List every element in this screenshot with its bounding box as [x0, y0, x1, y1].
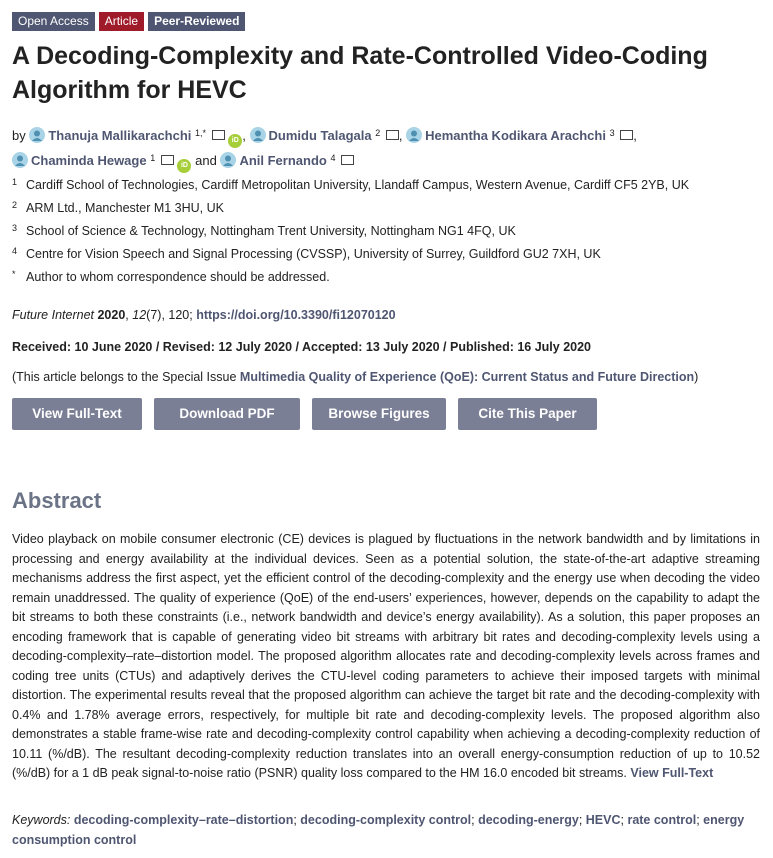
- affiliation-number: 4: [12, 246, 18, 256]
- keyword-link[interactable]: decoding-energy: [478, 813, 579, 827]
- author-affil-sup: 1,*: [195, 128, 207, 138]
- author-item: [12, 153, 195, 168]
- special-issue-prefix: (This article belongs to the Special Issue: [12, 370, 240, 384]
- badge-row: [12, 12, 245, 31]
- affiliation-number: *: [12, 269, 16, 279]
- user-icon: [29, 127, 45, 143]
- affiliation-item: [12, 176, 689, 199]
- action-buttons: [12, 398, 597, 430]
- abstract-body: [12, 530, 760, 784]
- special-issue-suffix: ): [694, 370, 699, 384]
- affiliation-text: Author to whom correspondence should be addressed.: [26, 270, 330, 284]
- publication-dates: Received: 10 June 2020 / Revised: 12 July 2020 / Accepted: 13 July 2020 / Published: 16 July 2020: [12, 340, 592, 354]
- user-icon: [250, 127, 266, 143]
- browse-figures-button[interactable]: Browse Figures: [312, 398, 446, 430]
- affiliation-list: [12, 176, 689, 291]
- author-affil-sup: 2: [375, 128, 381, 138]
- author-name[interactable]: Thanuja Mallikarachchi: [48, 128, 192, 143]
- author-affil-sup: 3: [609, 128, 615, 138]
- author-affil-sup: 1: [150, 153, 156, 163]
- view-full-text-button[interactable]: View Full-Text: [12, 398, 142, 430]
- user-icon: [12, 152, 28, 168]
- citation-volume: 12: [132, 308, 147, 322]
- author-item: [220, 153, 354, 168]
- citation-issue: (7): [146, 308, 162, 322]
- author-name[interactable]: Dumidu Talagala: [268, 128, 372, 143]
- author-name[interactable]: Chaminda Hewage: [31, 153, 147, 168]
- user-icon: [220, 152, 236, 168]
- orcid-icon[interactable]: iD: [228, 134, 242, 148]
- affiliation-number: 1: [12, 177, 18, 187]
- affiliation-text: ARM Ltd., Manchester M1 3HU, UK: [26, 201, 224, 215]
- email-icon[interactable]: [161, 155, 174, 165]
- affiliation-number: 3: [12, 223, 18, 233]
- email-icon[interactable]: [620, 130, 633, 140]
- author-name[interactable]: Hemantha Kodikara Arachchi: [425, 128, 606, 143]
- author-item: Dumidu Talagala $^2$ ,: [250, 128, 407, 143]
- and-label: and: [195, 153, 217, 168]
- keyword-link[interactable]: decoding-complexity–rate–distortion: [73, 813, 294, 827]
- keyword-link[interactable]: rate control: [627, 813, 697, 827]
- affiliation-text: Centre for Vision Speech and Signal Processing (CVSSP), University of Surrey, Guildford GU2 7XH, UK: [26, 247, 601, 261]
- author-list: [12, 123, 767, 173]
- user-icon: [406, 127, 422, 143]
- cite-this-paper-button[interactable]: Cite This Paper: [458, 398, 597, 430]
- author-affil-sup: 4: [330, 153, 336, 163]
- email-icon[interactable]: [341, 155, 354, 165]
- article-type-badge: Article: [99, 12, 144, 31]
- doi-link[interactable]: https://doi.org/10.3390/fi12070120: [196, 308, 396, 322]
- affiliation-item: [12, 199, 689, 222]
- affiliation-number: 2: [12, 200, 18, 210]
- abstract-text: Video playback on mobile consumer electronic (CE) devices is plagued by fluctuations in the network bandwidth and by limitations in processing and energy availability at the individual devices. Seen as a potential solution, the state-of-the-art adaptive streaming mechanisms address the first aspect, yet the efficient control of the decoding-complexity and the energy use when decoding the video remain unaddressed. The quality of experience (QoE) of the end-users’ experiences, however, depends on the capability to adapt the bit streams to both these constraints (i.e., network bandwidth and device’s energy availability). As a solution, this paper proposes an encoding framework that is capable of generating video bit streams with arbitrary bit rates and decoding-complexity levels using a decoding-complexity–rate–distortion model. The proposed algorithm allocates rate and decoding-complexity levels across frames and coding tree units (CTUs) and adaptively derives the CTU-level coding parameters to achieve their imposed targets with minimal distortion. The experimental results reveal that the proposed algorithm can achieve the target bit rate and the decoding-complexity with 0.4% and 1.78% average errors, respectively, for multiple bit rate and decoding-complexity levels. The proposed algorithm also demonstrates a stable frame-wise rate and decoding-complexity control capability when achieving a decoding-complexity reduction of 10.11 (%/dB). The resultant decoding-complexity reduction translates into an overall energy-consumption reduction of up to 10.52 (%/dB) for a 1 dB peak signal-to-noise ratio (PSNR) quality loss compared to the HM 16.0 encoded bit streams.: [12, 532, 760, 780]
- email-icon[interactable]: [386, 130, 399, 140]
- orcid-icon[interactable]: iD: [177, 159, 191, 173]
- peer-reviewed-badge[interactable]: Peer-Reviewed: [148, 12, 245, 31]
- by-label: by: [12, 128, 26, 143]
- author-item: Thanuja Mallikarachchi $^{1,*}$ iD ,: [29, 128, 249, 143]
- citation-line: Future Internet 2020, 12(7), 120; https://doi.org/10.3390/fi12070120: [12, 308, 396, 322]
- author-name[interactable]: Anil Fernando: [239, 153, 327, 168]
- affiliation-item: [12, 245, 689, 268]
- open-access-badge[interactable]: Open Access: [12, 12, 95, 31]
- keyword-link[interactable]: energy consumption control: [12, 813, 745, 847]
- affiliation-item: [12, 222, 689, 245]
- email-icon[interactable]: [212, 130, 225, 140]
- download-pdf-button[interactable]: Download PDF: [154, 398, 300, 430]
- affiliation-item: [12, 268, 689, 291]
- keywords-section: Keywords: decoding-complexity–rate–distortion; decoding-complexity control; decoding-energy; HEVC; rate control; energy consumption control: [12, 813, 745, 847]
- journal-name[interactable]: Future Internet: [12, 308, 94, 322]
- special-issue-link[interactable]: Multimedia Quality of Experience (QoE): Current Status and Future Direction: [239, 370, 695, 384]
- article-title: A Decoding-Complexity and Rate-Controlled Video-Coding Algorithm for HEVC: [12, 42, 708, 104]
- special-issue-note: [12, 370, 698, 384]
- keyword-link[interactable]: decoding-complexity control: [300, 813, 472, 827]
- abstract-heading: Abstract: [12, 488, 102, 513]
- keyword-link[interactable]: HEVC: [585, 813, 621, 827]
- citation-year: 2020: [97, 308, 126, 322]
- affiliation-text: School of Science & Technology, Nottingham Trent University, Nottingham NG1 4FQ, UK: [26, 224, 516, 238]
- citation-pages: , 120;: [161, 308, 197, 322]
- author-item: Hemantha Kodikara Arachchi $^3$ ,: [406, 128, 637, 143]
- affiliation-text: Cardiff School of Technologies, Cardiff Metropolitan University, Llandaff Campus, Western Avenue, Cardiff CF5 2YB, UK: [26, 178, 690, 192]
- view-full-text-link[interactable]: View Full-Text: [630, 766, 714, 780]
- keywords-label: Keywords:: [12, 813, 71, 827]
